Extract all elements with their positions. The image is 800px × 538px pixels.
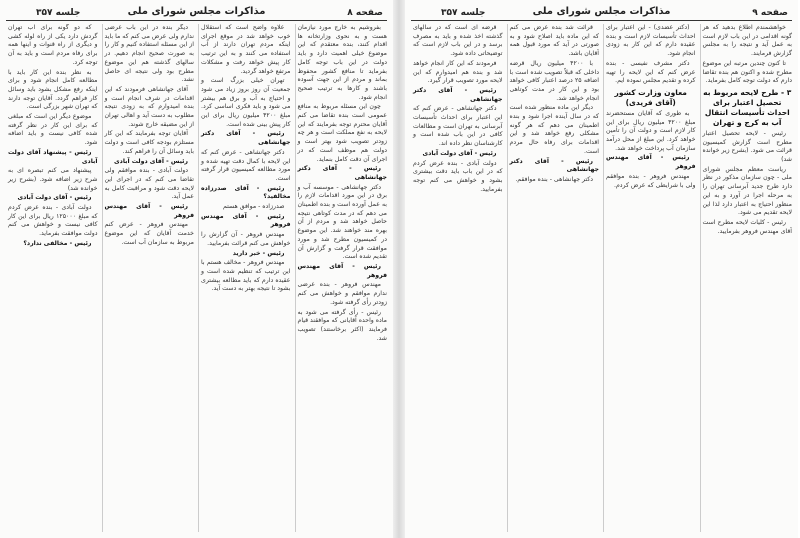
- paragraph: قرائت شد بنده عرض می کنم که این ماده باید اصلاح شود و به صورتی در آید که مورد قبول همه آقایان باشد.: [509, 24, 599, 58]
- paragraph: صدرزاده - موافق هستم: [223, 203, 285, 211]
- paragraph: تا کنون چندین مرتبه این موضوع مطرح شده و اکنون هم بنده تقاضا دارم که دولت توجه کامل بفرماید.: [702, 59, 792, 85]
- paragraph: رئیس - لایحه تحصیل اعتبار مطرح است گزارش کمیسیون قرائت می شود. (بشرح زیر خوانده شد): [702, 129, 792, 164]
- text-column: [102, 24, 195, 532]
- section-heading: ۳ - طرح لایحه مربوط به تحصیل اعتبار برای احداث تأسیسات انتقال آب به کرج و تهران: [703, 87, 792, 127]
- page-header: [411, 6, 792, 20]
- paragraph: فرمودند که این کار انجام خواهد شد و بنده هم امیدوارم که این لایحه مورد تصویب قرار گیرد.: [413, 59, 503, 85]
- paragraph: مهندس فروهر - بنده عرضی ندارم موافقم و خواهش می کنم زودتر رأی گرفته شود.: [297, 281, 387, 306]
- paragraph: دیگر بنده در این باب عرضی ندارم ولی عرض می کنم که ما باید از این مسئله استفاده کنیم و کار را به صورت صحیح انجام دهیم. در سالهای گذشته هم این موضوع مطرح بود ولی نتیجه ای حاصل نشد.: [104, 24, 194, 84]
- paragraph: دکتر مشرف نفیسی - بنده عرض کنم که این لایحه را تهیه کرده و تقدیم مجلس نموده ایم.: [606, 59, 696, 85]
- speaker-line: رئیس - آقای دکتر جهانشاهی: [509, 157, 599, 174]
- session-number: جلسه ۳۵۷: [441, 8, 486, 18]
- paragraph: به طوری که آقایان مستحضرند مبلغ ۴۲۰۰ میلیون ریال برای این کار لازم است و دولت آن را تأمین خواهد کرد. این مبلغ از محل درآمد سازمان آب پرداخت خواهد شد.: [606, 109, 696, 152]
- page-number: صفحه ۸: [347, 8, 383, 18]
- text-columns: [411, 24, 792, 532]
- paragraph: مهندس فروهر - بنده موافقم ولی با شرایطی که عرض کردم.: [606, 172, 696, 189]
- paragraph: دکتر جهانشاهی - موسسه آب و برق در این مورد اقدامات لازم را به عمل آورده است و بنده اطمینان می دهم که در مدت کوتاهی نتیجه حاصل خواهد شد و مردم از آن بهره مند خواهند شد. این موضوع در کمیسیون مطرح شد و مورد موافقت قرار گرفت و گزارش آن تقدیم شده است.: [297, 183, 387, 261]
- paragraph: موضوع دیگر این است که مبلغی که برای این کار در نظر گرفته شده کافی نیست و باید اضافه شود.: [8, 113, 98, 147]
- page-right: [405, 0, 798, 538]
- paragraph: دولت آبادی - بنده عرض کردم که مبلغ ۱۲۵۰۰۰ ریال برای این کار کافی نیست و خواهش می کنم دولت موافقت بفرماید.: [8, 204, 98, 238]
- speaker-line: رئیس - آقای دولت آبادی: [17, 194, 92, 202]
- page-gutter: [393, 0, 405, 538]
- text-column: [411, 24, 503, 532]
- paragraph: تهران خیلی بزرگ است و جمعیت آن روز بروز زیاد می شود و احتیاج به آب و برق هم بیشتر می شود و باید فکری اساسی کرد. مبلغ ۴۲۰۰ میلیون ریال برای این کار پیش بینی شده است.: [201, 77, 291, 128]
- publication-title: مذاکرات مجلس شورای ملی: [532, 6, 671, 17]
- text-column: [507, 24, 600, 532]
- paragraph: دولت آبادی - بنده موافقم ولی تقاضا می کنم که در اجرای این لایحه دقت شود و مراقبت کامل به عمل آید.: [104, 167, 194, 201]
- speaker-line: رئیس - خبر دارید: [232, 249, 285, 257]
- speaker-line: رئیس - آقای دکتر جهانشاهی: [297, 165, 387, 181]
- text-column: [198, 24, 291, 532]
- paragraph: به نظر بنده این کار باید با مطالعه کامل انجام شود و برای اینکه رفع مشکل بشود باید وسائل کار فراهم گردد. آقایان توجه دارند که تهران شهر بزرگی است.: [8, 68, 98, 111]
- speaker-line: رئیس - مخالفی ندارد؟: [23, 239, 92, 247]
- paragraph: دولت آبادی - بنده عرض کردم که در این باب باید دقت بیشتری بشود و خواهش می کنم توجه بفرمایید.: [413, 159, 503, 193]
- speaker-line: رئیس - آقای مهندس فروهر: [297, 262, 387, 279]
- paragraph: رئیس - رأی گرفته می شود به ماده واحده آقایانی که موافقند قیام فرمایند (اکثر برخاستند) تصویب شد.: [297, 308, 387, 342]
- section-heading: معاون وزارت کشور (آقای فریدی): [614, 87, 687, 107]
- paragraph: که دو گونه برای آب تهران گردش دارد یکی از راه لوله کشی و دیگری از راه قنوات و اینها همه برای رفاه مردم است و باید به آن توجه کرد.: [8, 24, 98, 66]
- header-rule: [411, 20, 792, 21]
- speaker-line: رئیس - آقای دکتر جهانشاهی: [413, 86, 503, 103]
- paragraph: دکتر جهانشاهی - عرض کنم که این اعتبار برای احداث تأسیسات آبرسانی به تهران است و مطالعات کافی در این باب شده است و کارشناسان نظر داده اند.: [413, 105, 503, 148]
- page-header: [6, 6, 387, 20]
- speaker-line: رئیس - آقای مهندس فروهر: [606, 154, 696, 171]
- paragraph: ریاست معظم مجلس شورای ملی - چون سازمان مذکور در نظر دارد طرح جدید آبرسانی تهران را به مرحله اجرا در آورد و به این منظور احتیاج به اعتبار دارد لذا این لایحه تقدیم می شود.: [702, 165, 792, 217]
- paragraph: مهندس فروهر - آن گزارش را خواهش می کنم قرائت بفرمایید.: [201, 231, 291, 247]
- paragraph: مهندس فروهر - عرض کنم خدمت آقایان که این موضوع مربوط به سازمان آب است.: [104, 221, 194, 246]
- paragraph: چون این مسئله مربوط به منافع عمومی است بنده تقاضا می کنم آقایان محترم توجه بفرمایند که این لایحه به نفع مملکت است و هر چه زودتر تصویب شود بهتر است و دولت هم موظف است که در اجرای آن دقت کامل بنماید.: [297, 103, 387, 163]
- text-column: [603, 24, 696, 532]
- speaker-line: رئیس - آقای صدرزاده مخالفید؟: [201, 184, 291, 201]
- paragraph: مهندس فروهر - مخالف هستم با این ترتیب که تنظیم شده است و عقیده دارم که باید مطالعه بیشتری بشود تا نتیجه بهتر به دست آید.: [201, 259, 291, 293]
- paragraph: خواهشمندم اطلاع بدهید که هر گونه اقدامی در این باب لازم است به عمل آید و نتیجه را به مجلس گزارش فرمایند.: [702, 24, 792, 58]
- speaker-line: رئیس - آقای دکتر جهانشاهی: [201, 130, 291, 147]
- paragraph: آقایان توجه بفرمایند که این کار مستلزم بودجه کافی است و دولت باید وسائل آن را فراهم کند.: [104, 130, 194, 155]
- text-columns: [6, 24, 387, 532]
- paragraph: دکتر جهانشاهی - عرض کنم که این لایحه با کمال دقت تهیه شده و مورد مطالعه کمیسیون قرار گرفته است.: [201, 148, 291, 182]
- session-number: جلسه ۳۵۷: [36, 8, 81, 18]
- header-rule: [6, 20, 387, 21]
- publication-title: مذاکرات مجلس شورای ملی: [127, 6, 266, 17]
- text-column: [295, 24, 388, 532]
- text-column: [700, 24, 793, 532]
- page-left: [0, 0, 393, 538]
- speaker-line: رئیس - آقای مهندس فروهر: [104, 203, 194, 219]
- paragraph: آقای جهانشاهی فرمودند که این اقدامات در شرف انجام است و بنده امیدوارم که به زودی نتیجه مطلوب به دست آید و اهالی تهران از این مضیقه خارج شوند.: [104, 85, 194, 128]
- paragraph: علاوه واضح است که استقلال خوب خواهد شد در موقع اجرای اینکه مردم تهران دارند از آب استفاده می کنند و به این ترتیب کار پیش خواهد رفت و مشکلات مرتفع خواهد گردید.: [201, 24, 291, 75]
- paragraph: قرضه ای است که در سالهای گذشته اخذ شده و باید به مصرف برسد و در این باب لازم است که توضیحاتی داده شود.: [413, 24, 503, 58]
- paragraph: دکتر جهانشاهی - بنده موافقم.: [515, 175, 593, 183]
- speaker-line: رئیس - پیشنهاد آقای دولت آبادی: [8, 148, 98, 165]
- paragraph: پیشنهاد می کنم تبصره ای به شرح زیر اضافه شود. (بشرح زیر خوانده شد): [8, 167, 98, 192]
- speaker-line: رئیس - آقای دولت آبادی: [113, 157, 188, 165]
- paragraph: دیگر این ماده منظور شده است که در سال آینده اجرا شود و بنده اطمینان می دهم که هر گونه مشکلی رفع خواهد شد و این اقدامات برای رفاه حال مردم است.: [509, 104, 599, 155]
- paragraph: (دکتر عضدی) - این اعتبار برای احداث تأسیسات لازم است و بنده عقیده دارم که این کار به زودی انجام شود.: [606, 24, 696, 58]
- paragraph: رئیس - کلیات لایحه مطرح است آقای مهندس فروهر بفرمایید.: [702, 218, 792, 235]
- paragraph: با ۴۲۰۰ میلیون ریال قرضه داخلی که قبلاً تصویب شده است با اضافه ۲۵ درصد اعتبار کافی خواهد بود و این کار در مدت کوتاهی انجام خواهد شد.: [509, 59, 599, 102]
- speaker-line: رئیس - آقای دولت آبادی: [422, 149, 497, 157]
- speaker-line: رئیس - آقای مهندس فروهر: [201, 212, 291, 229]
- page-number: صفحه ۹: [752, 8, 788, 18]
- paragraph: بفروشیم به خارج مورد نیازمان هست و به نحوی وزارتخانه ها اقدام کنند، بنده معتقدم که این موضوع خیلی اهمیت دارد و باید دولت در این باب توجه کامل بفرماید تا منافع کشور محفوظ بماند و مردم از این جهت آسوده باشند و کارها به ترتیب صحیح انجام شود.: [297, 24, 387, 101]
- text-column: [6, 24, 98, 532]
